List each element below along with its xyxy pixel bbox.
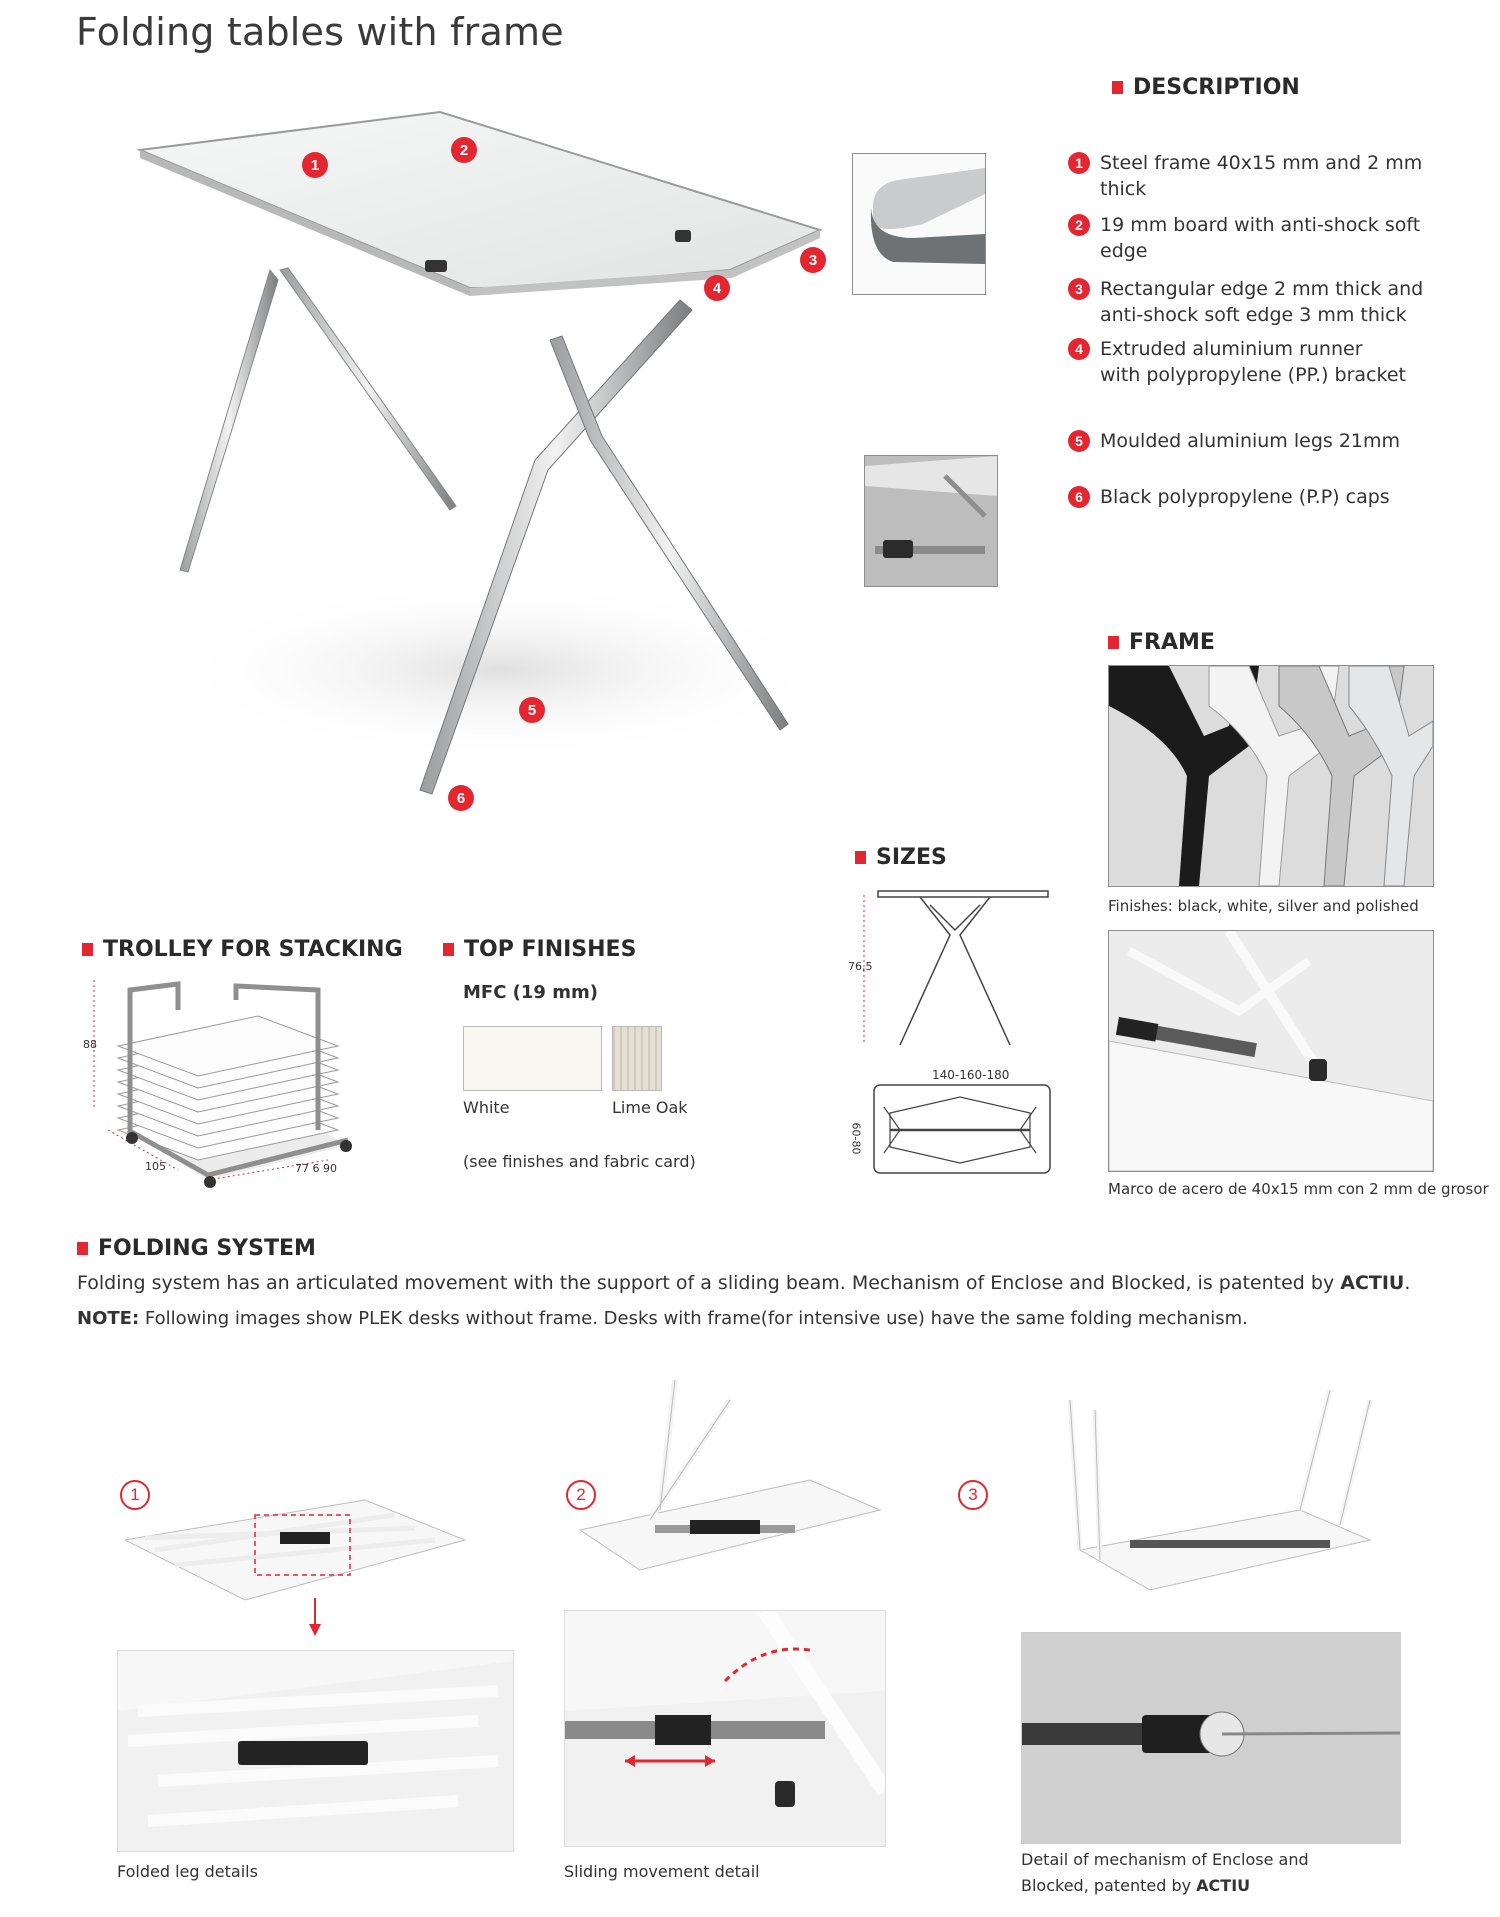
trolley-depth-label: 77 6 90 bbox=[295, 1162, 337, 1175]
callout-badge-3: 3 bbox=[800, 247, 826, 273]
description-item-1 bbox=[1068, 150, 1468, 202]
callout-badge-5: 5 bbox=[519, 697, 545, 723]
size-length-label: 140-160-180 bbox=[932, 1068, 1010, 1082]
number-icon: 5 bbox=[1068, 430, 1090, 452]
callout-badge-2: 2 bbox=[451, 137, 477, 163]
section-marker-icon bbox=[855, 851, 866, 864]
description-item-4 bbox=[1068, 336, 1468, 388]
top-finishes-heading: TOP FINISHES bbox=[443, 937, 636, 962]
sliding-detail-image bbox=[564, 1610, 886, 1847]
step-number-2: 2 bbox=[566, 1480, 596, 1510]
step-number-1: 1 bbox=[120, 1480, 150, 1510]
section-marker-icon bbox=[1112, 81, 1123, 94]
callout-badge-4: 4 bbox=[704, 275, 730, 301]
swatch-white bbox=[463, 1026, 602, 1091]
description-text: anti-shock soft edge 3 mm thick bbox=[1100, 304, 1407, 326]
sliding-detail-caption: Sliding movement detail bbox=[564, 1862, 760, 1881]
description-item-2 bbox=[1068, 212, 1468, 264]
description-text: Extruded aluminium runner bbox=[1100, 338, 1363, 360]
brand-name: ACTIU bbox=[1196, 1876, 1251, 1895]
frame-finishes-image bbox=[1108, 665, 1434, 887]
swatch-white-label: White bbox=[463, 1098, 510, 1117]
folded-leg-caption: Folded leg details bbox=[117, 1862, 258, 1881]
main-table-illustration bbox=[120, 110, 860, 830]
top-finishes-material: MFC (19 mm) bbox=[463, 982, 598, 1003]
description-text: Moulded aluminium legs 21mm bbox=[1100, 430, 1401, 452]
trolley-heading: TROLLEY FOR STACKING bbox=[82, 937, 403, 962]
step-number-3: 3 bbox=[958, 1480, 988, 1510]
trolley-height-label: 88 bbox=[83, 1038, 97, 1051]
top-finishes-note: (see finishes and fabric card) bbox=[463, 1152, 696, 1171]
description-text: edge bbox=[1100, 240, 1148, 262]
note-label: NOTE: bbox=[77, 1308, 140, 1329]
frame-steel-caption: Marco de acero de 40x15 mm con 2 mm de grosor bbox=[1108, 1180, 1489, 1198]
description-text: Black polypropylene (P.P) caps bbox=[1100, 486, 1390, 508]
brand-name: ACTIU bbox=[1340, 1272, 1405, 1294]
runner-detail-image bbox=[864, 455, 998, 587]
mechanism-caption-line2: Blocked, patented by ACTIU bbox=[1021, 1876, 1251, 1895]
number-icon: 2 bbox=[1068, 214, 1090, 236]
frame-finishes-caption: Finishes: black, white, silver and polished bbox=[1108, 897, 1419, 915]
step-2-sliding-image bbox=[560, 1370, 900, 1590]
size-height-label: 76,5 bbox=[848, 960, 873, 973]
frame-steel-image bbox=[1108, 930, 1434, 1172]
folded-leg-detail-image bbox=[117, 1650, 514, 1852]
description-heading: DESCRIPTION bbox=[1112, 75, 1300, 100]
number-icon: 4 bbox=[1068, 338, 1090, 360]
trolley-length-label: 105 bbox=[145, 1160, 166, 1173]
swatch-lime-oak-label: Lime Oak bbox=[612, 1098, 688, 1117]
folding-description: Folding system has an articulated movement with the support of a sliding beam. Mechanism of Enclose and Blocked, is patented by ACTIU. bbox=[77, 1272, 1411, 1294]
step-3-unfolded-image bbox=[1040, 1380, 1380, 1600]
page-title: Folding tables with frame bbox=[76, 10, 564, 54]
mechanism-caption-line1: Detail of mechanism of Enclose and bbox=[1021, 1850, 1309, 1869]
description-item-6 bbox=[1068, 484, 1468, 510]
folding-note: NOTE: Following images show PLEK desks without frame. Desks with frame(for intensive use) have the same folding mechanism. bbox=[77, 1308, 1248, 1329]
number-icon: 3 bbox=[1068, 278, 1090, 300]
folding-heading: FOLDING SYSTEM bbox=[77, 1236, 316, 1261]
section-marker-icon bbox=[82, 943, 93, 956]
sizes-diagram bbox=[860, 885, 1060, 1195]
sizes-heading: SIZES bbox=[855, 845, 947, 870]
edge-detail-image bbox=[852, 153, 986, 295]
mechanism-detail-image bbox=[1021, 1632, 1401, 1844]
section-marker-icon bbox=[1108, 636, 1119, 649]
step-1-folded-image bbox=[115, 1480, 475, 1640]
description-text: 19 mm board with anti-shock soft bbox=[1100, 214, 1421, 236]
callout-badge-1: 1 bbox=[302, 152, 328, 178]
description-text: with polypropylene (PP.) bracket bbox=[1100, 364, 1406, 386]
description-item-3 bbox=[1068, 276, 1468, 328]
number-icon: 6 bbox=[1068, 486, 1090, 508]
section-marker-icon bbox=[77, 1242, 88, 1255]
callout-badge-6: 6 bbox=[448, 785, 474, 811]
description-text: Rectangular edge 2 mm thick and bbox=[1100, 278, 1424, 300]
swatch-lime-oak bbox=[612, 1026, 662, 1091]
size-width-label: 60-80 bbox=[849, 1122, 863, 1155]
section-marker-icon bbox=[443, 943, 454, 956]
trolley-illustration bbox=[88, 980, 388, 1190]
frame-heading: FRAME bbox=[1108, 630, 1215, 655]
description-text: thick bbox=[1100, 178, 1147, 200]
description-item-5 bbox=[1068, 428, 1468, 454]
number-icon: 1 bbox=[1068, 152, 1090, 174]
description-text: Steel frame 40x15 mm and 2 mm bbox=[1100, 152, 1423, 174]
